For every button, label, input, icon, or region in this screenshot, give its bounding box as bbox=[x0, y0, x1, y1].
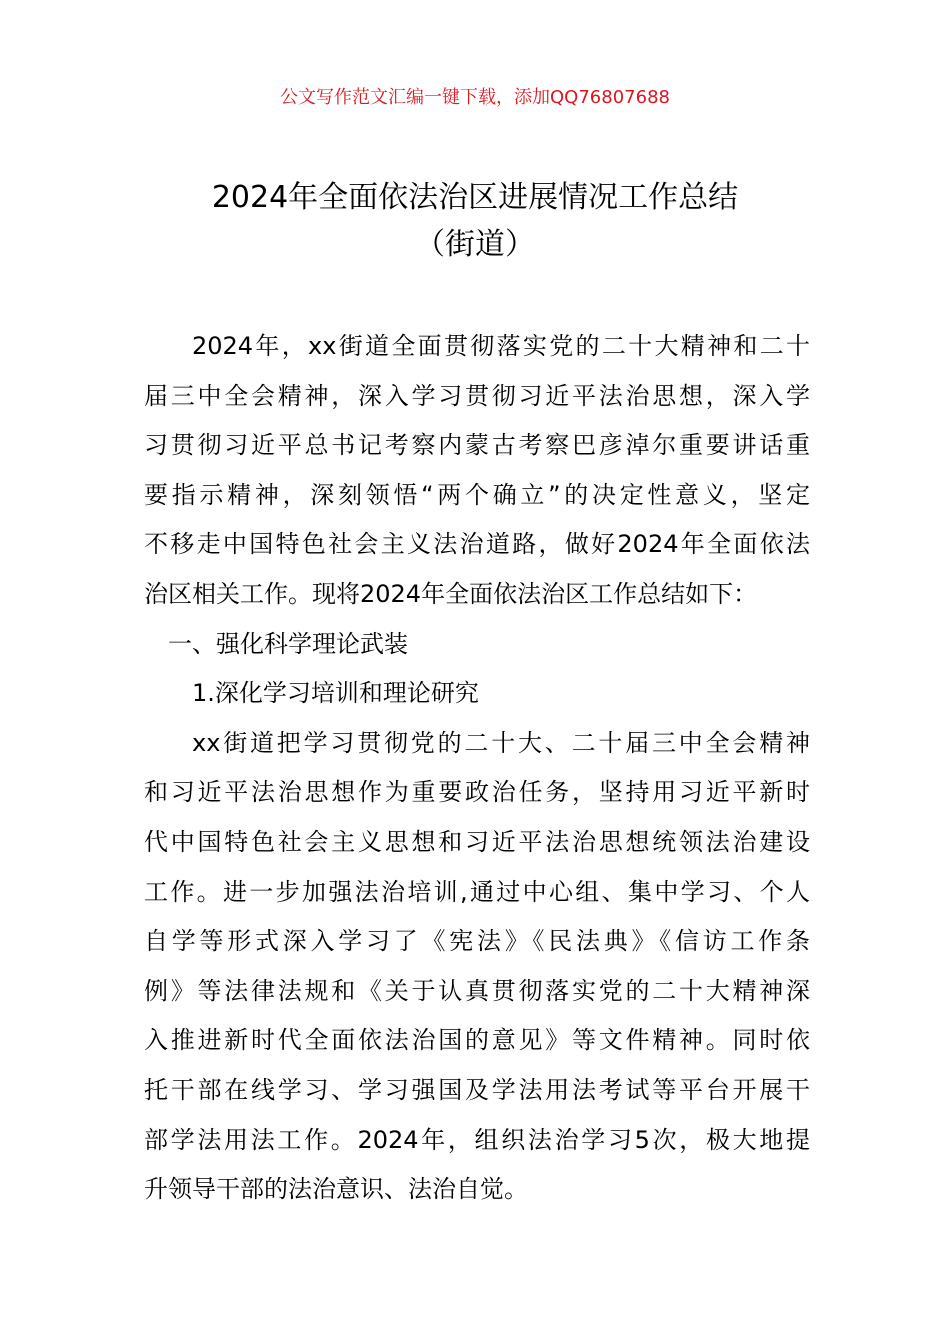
document-body bbox=[144, 322, 810, 1215]
intro-paragraph bbox=[144, 322, 810, 620]
download-banner: 公文写作范文汇编一键下载，添加QQ76807688 bbox=[280, 87, 670, 108]
section-heading-block bbox=[144, 620, 810, 719]
document-title bbox=[100, 174, 850, 268]
body-line: 升领导干部的法治意识、法治自觉。 bbox=[144, 1175, 528, 1204]
section-heading: 一、强化科学理论武装 bbox=[168, 629, 408, 658]
body-line: 和习近平法治思想作为重要政治任务，坚持用习近平新时 bbox=[144, 778, 810, 807]
body-line: 代中国特色社会主义思想和习近平法治思想统领法治建设 bbox=[144, 827, 810, 856]
title-line-2: （街道） bbox=[415, 227, 535, 262]
intro-line: 2024年，xx街道全面贯彻落实党的二十大精神和二十 bbox=[192, 332, 810, 360]
body-line: 工作。进一步加强法治培训,通过中心组、集中学习、个人 bbox=[144, 877, 810, 906]
body-line: 入推进新时代全面依法治国的意见》等文件精神。同时依 bbox=[144, 1026, 810, 1055]
title-line-1: 2024年全面依法治区进展情况工作总结 bbox=[211, 180, 739, 215]
body-line: 自学等形式深入学习了《宪法》《民法典》《信访工作条 bbox=[144, 927, 810, 956]
body-line: 托干部在线学习、学习强国及学法用法考试等平台开展干 bbox=[144, 1075, 810, 1104]
body-paragraph bbox=[144, 719, 810, 1215]
body-line: 部学法用法工作。2024年，组织法治学习5次，极大地提 bbox=[144, 1125, 810, 1154]
body-line: 例》等法律法规和《关于认真贯彻落实党的二十大精神深 bbox=[144, 976, 810, 1005]
intro-line: 习贯彻习近平总书记考察内蒙古考察巴彦淖尔重要讲话重 bbox=[144, 431, 810, 460]
subsection-heading: 1.深化学习培训和理论研究 bbox=[192, 679, 479, 708]
intro-line: 治区相关工作。现将2024年全面依法治区工作总结如下： bbox=[144, 579, 758, 608]
intro-line: 不移走中国特色社会主义法治道路，做好2024年全面依法 bbox=[144, 530, 810, 559]
body-line: xx街道把学习贯彻党的二十大、二十届三中全会精神 bbox=[192, 728, 810, 757]
intro-line: 要指示精神，深刻领悟“两个确立”的决定性意义，坚定 bbox=[144, 480, 810, 509]
intro-line: 届三中全会精神，深入学习贯彻习近平法治思想，深入学 bbox=[144, 381, 810, 410]
